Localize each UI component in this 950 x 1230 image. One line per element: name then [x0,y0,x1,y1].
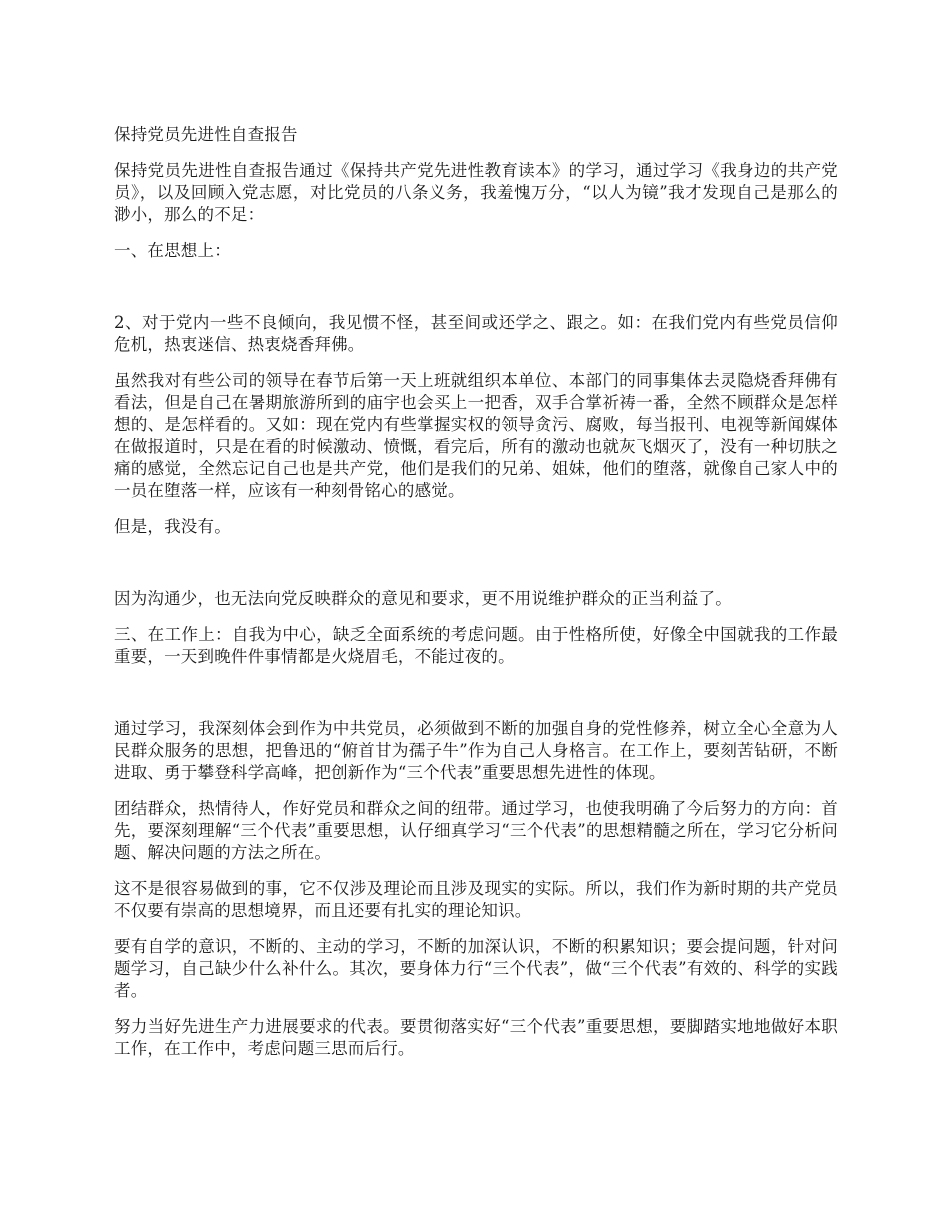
blank-gap [114,682,838,718]
paragraph-point-2: 2、对于党内一些不良倾向，我见惯不怪，甚至间或还学之、跟之。如：在我们党内有些党员信仰危机，热衷迷信、热衷烧香拜佛。 [114,313,838,354]
document-body [114,124,838,1074]
blank-gap [114,276,838,312]
section-heading-work: 三、在工作上：自我为中心，缺乏全面系统的考虑问题。由于性格所使，好像全中国就我的工作最重要，一天到晚件件事情都是火烧眉毛，不能过夜的。 [114,625,838,666]
paragraph-unite-masses: 团结群众，热情待人，作好党员和群众之间的纽带。通过学习，也使我明确了今后努力的方向：首先，要深刻理解“三个代表”重要思想，认仔细真学习“三个代表”的思想精髓之所在，学习它分析问题、解决问题的方法之所在。 [114,799,838,862]
paragraph-study: 通过学习，我深刻体会到作为中共党员，必须做到不断的加强自身的党性修养，树立全心全意为人民群众服务的思想，把鲁迅的“俯首甘为孺子牛”作为自己人身格言。在工作上，要刻苦钻研，不断进取、勇于攀登科学高峰，把创新作为“三个代表”重要思想先进性的体现。 [114,719,838,782]
paragraph-example: 虽然我对有些公司的领导在春节后第一天上班就组织本单位、本部门的同事集体去灵隐烧香拜佛有看法，但是自己在暑期旅游所到的庙宇也会买上一把香，双手合掌祈祷一番，全然不顾群众是怎样想的、是怎样看的。又如：现在党内有些掌握实权的领导贪污、腐败，每当报刊、电视等新闻媒体在做报道时，只是在看的时候激动、愤慨，看完后，所有的激动也就灰飞烟灭了，没有一种切肤之痛的感觉，全然忘记自己也是共产党，他们是我们的兄弟、姐妹，他们的堕落，就像自己家人中的一员在堕落一样，应该有一种刻骨铭心的感觉。 [114,371,838,500]
paragraph-conclusion-short: 但是，我没有。 [114,517,231,536]
blank-gap [114,552,838,588]
paragraph-intro: 保持党员先进性自查报告通过《保持共产党先进性教育读本》的学习，通过学习《我身边的共产党员》，以及回顾入党志愿，对比党员的八条义务，我羞愧万分，“以人为镜”我才发现自己是那么的渺小，那么的不足： [114,161,838,224]
paragraph-productivity: 努力当好先进生产力进展要求的代表。要贯彻落实好“三个代表”重要思想，要脚踏实地地做好本职工作，在工作中，考虑问题三思而后行。 [114,1017,838,1058]
paragraph-theory: 这不是很容易做到的事，它不仅涉及理论而且涉及现实的实际。所以，我们作为新时期的共产党员不仅要有崇高的思想境界，而且还要有扎实的理论知识。 [114,879,838,920]
document-title: 保持党员先进性自查报告 [114,125,298,144]
paragraph-communication: 因为沟通少，也无法向党反映群众的意见和要求，更不用说维护群众的正当利益了。 [114,589,732,608]
paragraph-self-study: 要有自学的意识，不断的、主动的学习，不断的加深认识，不断的积累知识；要会提问题，针对问题学习，自己缺少什么补什么。其次，要身体力行“三个代表”，做“三个代表”有效的、科学的实践者。 [114,937,838,1000]
section-heading-thought: 一、在思想上： [114,241,231,260]
